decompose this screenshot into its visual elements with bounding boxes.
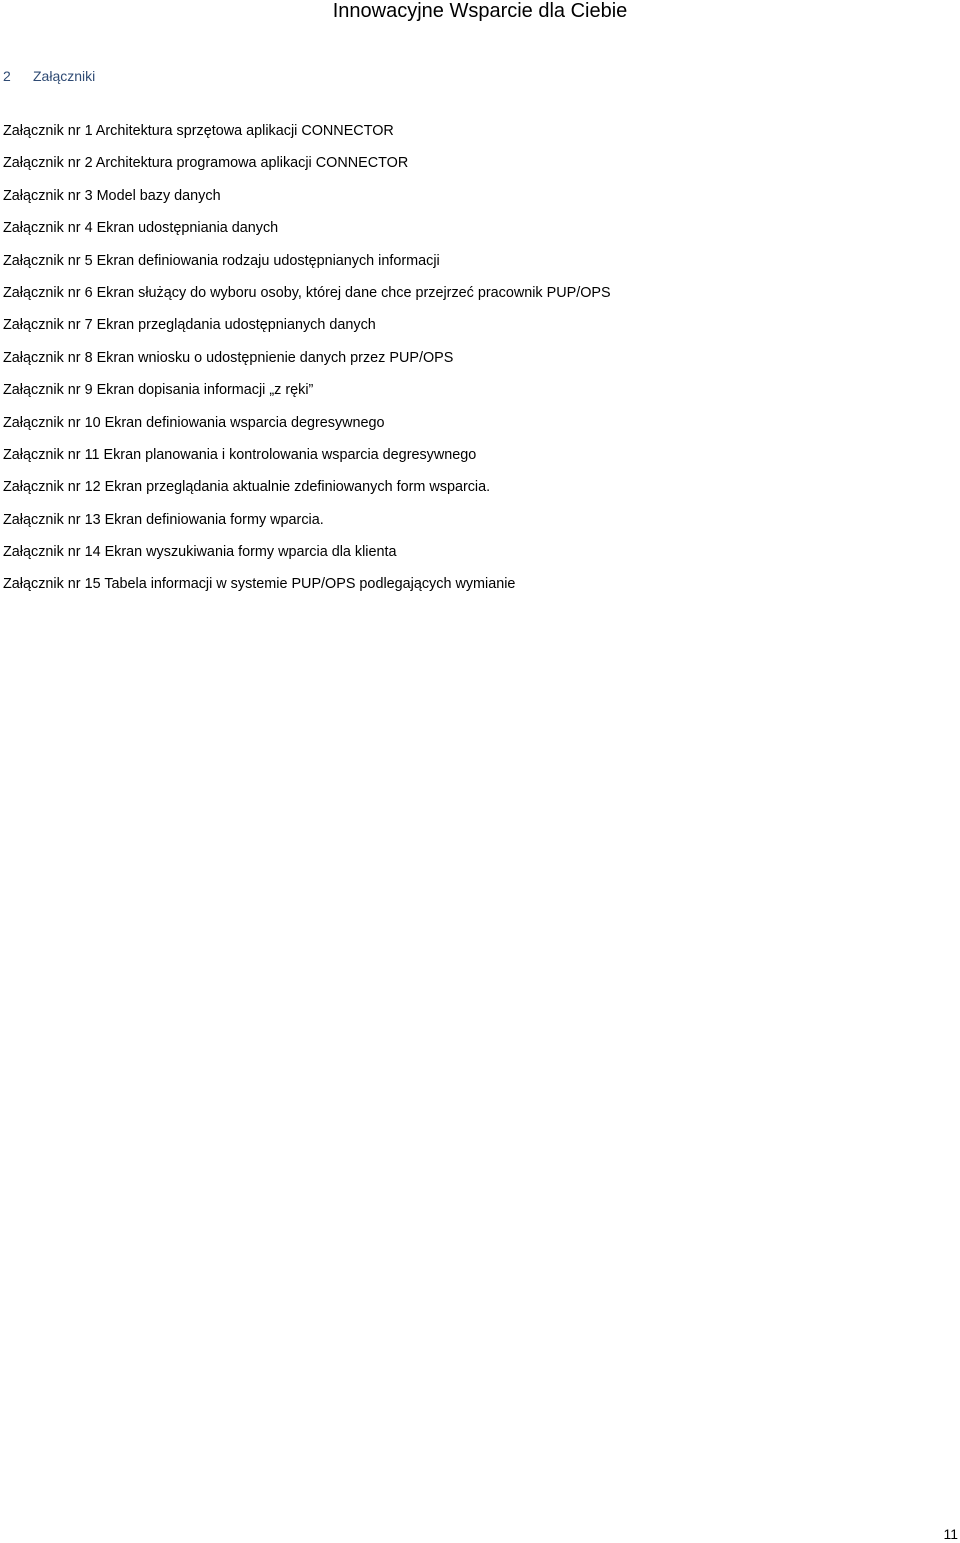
annex-item: Załącznik nr 3 Model bazy danych: [3, 187, 221, 204]
page-number: 11: [943, 1526, 958, 1542]
annex-item: Załącznik nr 1 Architektura sprzętowa aplikacji CONNECTOR: [3, 123, 394, 139]
annex-item: Załącznik nr 15 Tabela informacji w systemie PUP/OPS podlegających wymianie: [3, 576, 516, 593]
annex-item: Załącznik nr 12 Ekran przeglądania aktualnie zdefiniowanych form wsparcia.: [3, 479, 491, 496]
annex-item: Załącznik nr 13 Ekran definiowania formy wparcia.: [3, 511, 324, 528]
annex-item: Załącznik nr 14 Ekran wyszukiwania formy wparcia dla klienta: [3, 544, 397, 561]
annex-list: [3, 121, 943, 607]
section-number: 2: [3, 68, 11, 84]
annex-item: Załącznik nr 2 Architektura programowa aplikacji CONNECTOR: [3, 155, 409, 172]
annex-item: Załącznik nr 11 Ekran planowania i kontrolowania wsparcia degresywnego: [3, 446, 477, 463]
page-header-title: Innowacyjne Wsparcie dla Ciebie: [332, 0, 628, 22]
annex-item: Załącznik nr 7 Ekran przeglądania udostępnianych danych: [3, 317, 376, 334]
section-heading: [3, 66, 95, 86]
annex-item: Załącznik nr 6 Ekran służący do wyboru osoby, której dane chce przejrzeć pracownik PUP/OPS: [3, 284, 611, 301]
section-title: Załączniki: [33, 68, 96, 84]
annex-item: Załącznik nr 4 Ekran udostępniania danych: [3, 220, 279, 237]
annex-item: Załącznik nr 9 Ekran dopisania informacji „z ręki”: [3, 382, 314, 399]
annex-item: Załącznik nr 8 Ekran wniosku o udostępnienie danych przez PUP/OPS: [3, 349, 454, 366]
annex-item: Załącznik nr 5 Ekran definiowania rodzaju udostępnianych informacji: [3, 252, 440, 269]
annex-item: Załącznik nr 10 Ekran definiowania wsparcia degresywnego: [3, 414, 385, 431]
